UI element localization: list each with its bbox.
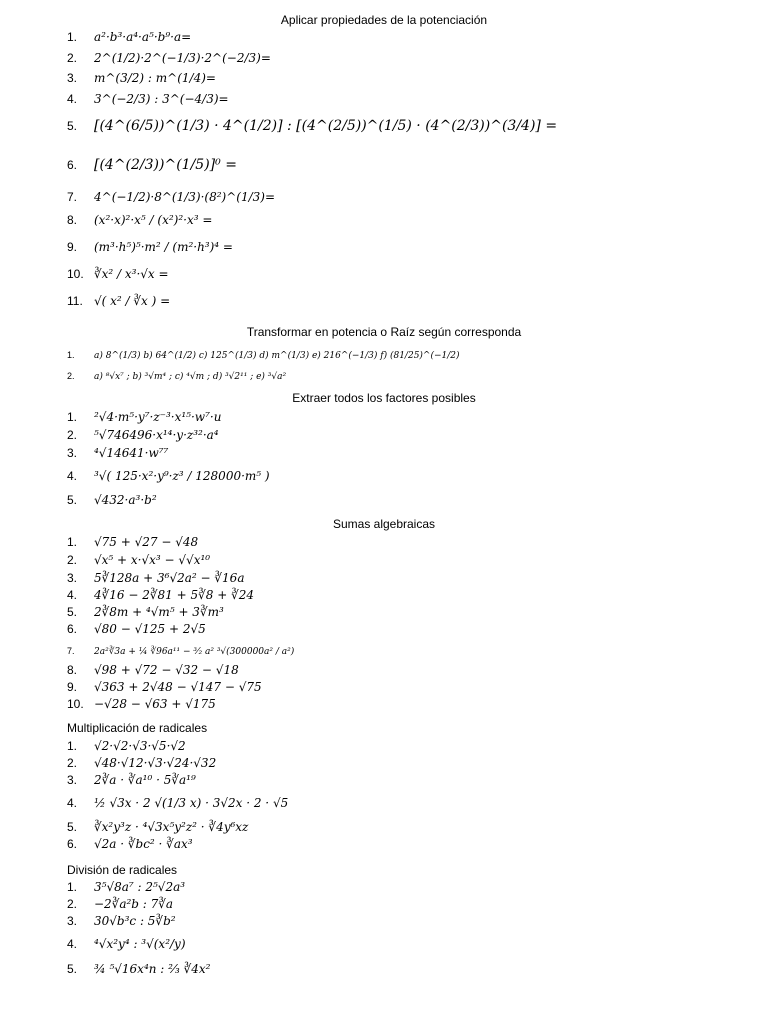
list-item xyxy=(67,796,288,810)
math-expression: √2a · ∛bc² · ∛ax³ xyxy=(94,837,193,851)
item-number: 11. xyxy=(67,294,83,308)
item-number: 4. xyxy=(67,588,78,602)
math-expression: √2·√2·√3·√5·√2 xyxy=(94,739,186,753)
list-item xyxy=(67,622,206,636)
item-number: 2. xyxy=(67,756,78,770)
item-number: 2. xyxy=(67,371,75,381)
list-item xyxy=(67,571,244,585)
list-item xyxy=(67,697,216,711)
list-item xyxy=(67,190,275,204)
item-number: 6. xyxy=(67,837,78,851)
list-item xyxy=(67,158,237,172)
list-item xyxy=(67,267,169,281)
item-number: 3. xyxy=(67,446,78,460)
math-expression: √( x² / ∛x ) = xyxy=(94,294,171,308)
list-item xyxy=(67,493,157,507)
math-expression: 30√b³c : 5∛b² xyxy=(94,914,176,928)
list-item xyxy=(67,446,168,460)
list-item xyxy=(67,92,229,106)
list-item xyxy=(67,369,286,384)
list-item xyxy=(67,739,186,753)
item-number: 5. xyxy=(67,605,78,619)
math-expression: 5∛128a + 3⁶√2a² − ∛16a xyxy=(94,571,245,585)
item-number: 10. xyxy=(67,697,84,711)
math-expression: 3^(−2/3) : 3^(−4/3)= xyxy=(94,92,229,106)
section-title-transformar: Transformar en potencia o Raíz según corresponda xyxy=(246,325,522,339)
item-number: 6. xyxy=(67,158,78,172)
list-item xyxy=(67,469,270,483)
math-expression: 2∛a · ∛a¹⁰ · 5∛a¹⁹ xyxy=(94,773,196,787)
math-expression: √48·√12·√3·√24·√32 xyxy=(94,756,217,770)
list-item xyxy=(67,880,185,894)
item-number: 5. xyxy=(67,962,78,976)
math-expression: 2a²∛3a + ¼ ∛96a¹¹ − ³⁄₂ a² ³√(300000a² / a²) xyxy=(94,647,295,657)
math-expression: √75 + √27 − √48 xyxy=(94,535,199,549)
list-item xyxy=(67,962,210,976)
list-item xyxy=(67,71,216,85)
item-number: 1. xyxy=(67,30,78,44)
math-expression: −√28 − √63 + √175 xyxy=(94,697,216,711)
math-expression: ∛x²y³z · ⁴√3x⁵y²z² · ∛4y⁶xz xyxy=(94,820,249,834)
list-item xyxy=(67,756,216,770)
math-expression: (m³·h⁵)⁵·m² / (m²·h³)⁴ = xyxy=(94,240,233,254)
list-item xyxy=(67,30,191,44)
math-expression: 2∛8m + ⁴√m⁵ + 3∛m³ xyxy=(94,605,224,619)
list-item xyxy=(67,663,239,677)
list-item xyxy=(67,837,193,851)
item-number: 4. xyxy=(67,469,78,483)
list-item xyxy=(67,410,221,424)
item-number: 4. xyxy=(67,796,78,810)
math-expression: √363 + 2√48 − √147 − √75 xyxy=(94,680,262,694)
section-title-sumas: Sumas algebraicas xyxy=(332,517,436,531)
item-number: 8. xyxy=(67,213,78,227)
math-expression: [(4^(2/3))^(1/5)]⁰ = xyxy=(94,157,237,173)
item-number: 7. xyxy=(67,190,78,204)
list-item xyxy=(67,51,271,65)
list-item xyxy=(67,348,460,363)
math-expression: [(4^(6/5))^(1/3) · 4^(1/2)] : [(4^(2/5))^(1/5) · (4^(2/3))^(3/4)] = xyxy=(94,118,558,134)
item-number: 6. xyxy=(67,622,78,636)
math-expression: ⁴√x²y⁴ : ³√(x²/y) xyxy=(94,937,186,951)
item-number: 3. xyxy=(67,571,78,585)
math-expression: 3⁵√8a⁷ : 2⁵√2a³ xyxy=(94,880,186,894)
list-item xyxy=(67,428,219,442)
math-expression: 4∛16 − 2∛81 + 5∛8 + ∛24 xyxy=(94,588,254,602)
item-number: 5. xyxy=(67,493,78,507)
math-expression: ⁴√14641·w⁷⁷ xyxy=(94,446,169,460)
math-expression: a²·b³·a⁴·a⁵·b⁹·a= xyxy=(94,30,192,44)
math-expression: a) 8^(1/3) b) 64^(1/2) c) 125^(1/3) d) m^(1/3) e) 216^(−1/3) f) (81/25)^(−1/2) xyxy=(94,351,460,361)
section-title-multiplicacion: Multiplicación de radicales xyxy=(67,721,208,735)
item-number: 9. xyxy=(67,240,78,254)
math-expression: −2∛a²b : 7∛a xyxy=(94,897,174,911)
item-number: 3. xyxy=(67,914,78,928)
list-item xyxy=(67,240,233,254)
list-item xyxy=(67,914,176,928)
math-expression: ³√( 125·x²·y⁹·z³ / 128000·m⁵ ) xyxy=(94,469,270,483)
item-number: 1. xyxy=(67,880,78,894)
item-number: 4. xyxy=(67,937,78,951)
item-number: 1. xyxy=(67,739,78,753)
item-number: 3. xyxy=(67,773,78,787)
item-number: 8. xyxy=(67,663,78,677)
list-item xyxy=(67,213,212,227)
math-expression: ¾ ⁵√16x⁴n : ⅔ ∛4x² xyxy=(94,962,211,976)
math-expression: 2^(1/2)·2^(−1/3)·2^(−2/3)= xyxy=(94,51,271,65)
item-number: 2. xyxy=(67,553,78,567)
math-expression: ∛x² / x³·√x = xyxy=(94,267,169,281)
math-expression: m^(3/2) : m^(1/4)= xyxy=(94,71,216,85)
math-expression: ½ √3x · 2 √(1/3 x) · 3√2x · 2 · √5 xyxy=(94,796,289,810)
item-number: 2. xyxy=(67,428,78,442)
list-item xyxy=(67,937,186,951)
list-item xyxy=(67,119,557,133)
item-number: 3. xyxy=(67,71,78,85)
item-number: 10. xyxy=(67,267,84,281)
list-item xyxy=(67,553,210,567)
math-expression: √80 − √125 + 2√5 xyxy=(94,622,206,636)
list-item xyxy=(67,294,170,308)
math-expression: √x⁵ + x·√x³ − √√x¹⁰ xyxy=(94,553,211,567)
math-expression: a) ⁸√x⁷ ; b) ³√m⁴ ; c) ⁴√m ; d) ³√2¹¹ ; e) ³√a² xyxy=(94,372,287,382)
item-number: 5. xyxy=(67,119,78,133)
list-item xyxy=(67,644,294,659)
item-number: 7. xyxy=(67,646,75,656)
list-item xyxy=(67,605,224,619)
list-item xyxy=(67,820,248,834)
math-expression: (x²·x)²·x⁵ / (x²)²·x³ = xyxy=(94,213,213,227)
list-item xyxy=(67,680,262,694)
item-number: 9. xyxy=(67,680,78,694)
item-number: 1. xyxy=(67,535,78,549)
section-title-extraer: Extraer todos los factores posibles xyxy=(292,391,476,405)
section-title-potenciacion: Aplicar propiedades de la potenciación xyxy=(280,13,488,27)
list-item xyxy=(67,535,198,549)
item-number: 4. xyxy=(67,92,78,106)
list-item xyxy=(67,588,254,602)
list-item xyxy=(67,773,196,787)
math-expression: √432·a³·b² xyxy=(94,493,157,507)
math-expression: ²√4·m⁵·y⁷·z⁻³·x¹⁵·w⁷·u xyxy=(94,410,222,424)
item-number: 2. xyxy=(67,51,78,65)
section-title-division: División de radicales xyxy=(67,863,178,877)
item-number: 2. xyxy=(67,897,78,911)
item-number: 1. xyxy=(67,350,75,360)
math-expression: ⁵√746496·x¹⁴·y·z³²·a⁴ xyxy=(94,428,219,442)
item-number: 5. xyxy=(67,820,78,834)
math-expression: 4^(−1/2)·8^(1/3)·(8²)^(1/3)= xyxy=(94,190,276,204)
list-item xyxy=(67,897,173,911)
math-expression: √98 + √72 − √32 − √18 xyxy=(94,663,239,677)
item-number: 1. xyxy=(67,410,78,424)
